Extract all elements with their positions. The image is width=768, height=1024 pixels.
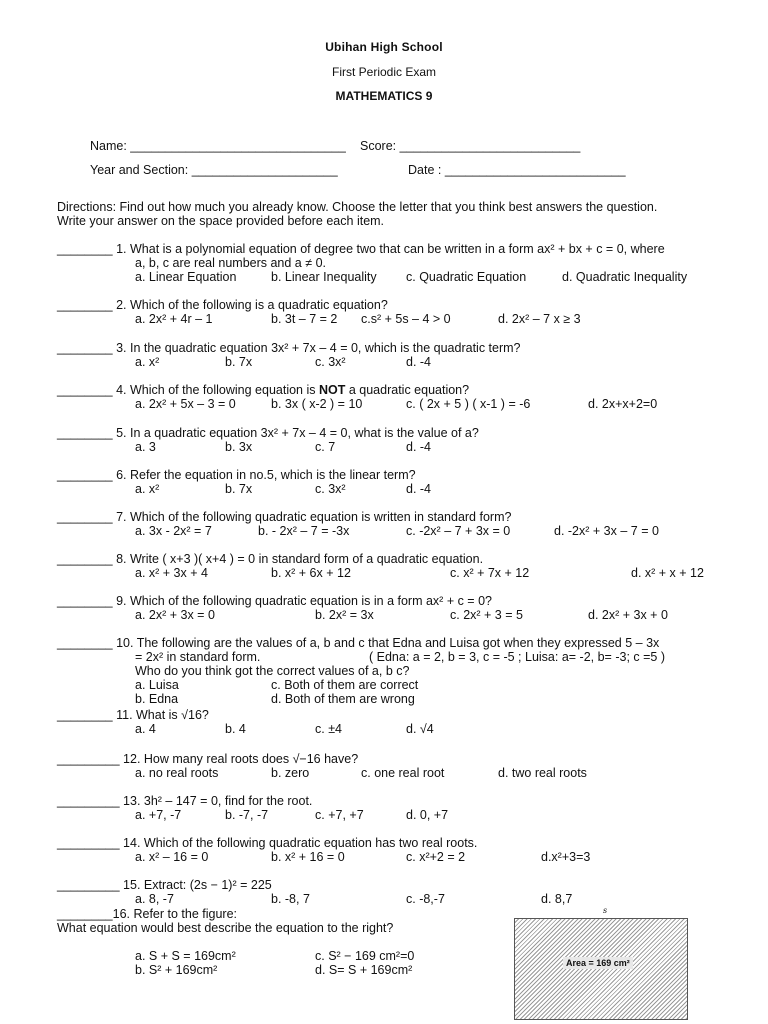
choice-d: d. 2x² + 3x + 0 (588, 608, 668, 622)
choice-c: c.s² + 5s – 4 > 0 (361, 312, 451, 326)
year-section-field[interactable]: Year and Section: _____________________ (90, 163, 338, 177)
choice-d: d. -2x² + 3x – 7 = 0 (554, 524, 659, 538)
question-5 (57, 426, 479, 454)
question-stem: = 2x² in standard form. (135, 650, 261, 664)
choice-d: d.x²+3=3 (541, 850, 591, 864)
square-side-top-label: s (603, 906, 608, 915)
question-stem: ( Edna: a = 2, b = 3, c = -5 ; Luisa: a= -2, b= -3; c =5 ) (369, 650, 666, 664)
choice-c: c. ( 2x + 5 ) ( x-1 ) = -6 (406, 397, 531, 411)
question-stem: ________ 8. Write ( x+3 )( x+4 ) = 0 in standard form of a quadratic equation. (57, 552, 484, 566)
question-stem: _________ 15. Extract: (2s − 1)² = 225 (57, 878, 272, 892)
choice-b: b. -8, 7 (271, 892, 310, 906)
choice-c: c. Quadratic Equation (406, 270, 527, 284)
choice-b: b. 3t – 7 = 2 (271, 312, 338, 326)
question-4 (57, 383, 658, 411)
choice-a: a. x² – 16 = 0 (135, 850, 209, 864)
choice-b: b. x² + 6x + 12 (271, 566, 351, 580)
question-stem: ________ 9. Which of the following quadratic equation is in a form ax² + c = 0? (57, 594, 492, 608)
question-stem: What equation would best describe the equation to the right? (57, 921, 394, 935)
choice-a: a. 2x² + 3x = 0 (135, 608, 215, 622)
choice-b: b. x² + 16 = 0 (271, 850, 345, 864)
choice-c: c. Both of them are correct (271, 678, 419, 692)
question-stem: ________ 11. What is √16? (57, 708, 209, 722)
choice-d: d. 8,7 (541, 892, 573, 906)
choice-c: c. ±4 (315, 722, 343, 736)
choice-b: b. 3x ( x-2 ) = 10 (271, 397, 363, 411)
choice-b: b. Linear Inequality (271, 270, 377, 284)
exam-title: First Periodic Exam (331, 65, 437, 79)
square-figure (514, 918, 688, 1020)
question-stem (57, 383, 469, 397)
choice-c: c. +7, +7 (315, 808, 364, 822)
question-1 (57, 242, 688, 284)
question-15 (57, 878, 573, 906)
choice-a: a. Luisa (135, 678, 179, 692)
question-9 (57, 594, 668, 622)
choice-d: d. -4 (406, 355, 432, 369)
question-stem: ________ 2. Which of the following is a quadratic equation? (57, 298, 388, 312)
question-stem: ________ 1. What is a polynomial equation of degree two that can be written in a form ax² + bx + c = 0, where (57, 242, 665, 256)
question-stem: ________ 10. The following are the values of a, b and c that Edna and Luisa got when they expressed 5 – 3x (57, 636, 660, 650)
choice-a: a. +7, -7 (135, 808, 182, 822)
choice-c: c. 3x² (315, 482, 346, 496)
question-stem: _________ 12. How many real roots does √−16 have? (57, 752, 359, 766)
choice-c: c. 3x² (315, 355, 346, 369)
choice-a: a. S + S = 169cm² (135, 949, 236, 963)
question-stem: ________ 5. In a quadratic equation 3x² + 7x – 4 = 0, what is the value of a? (57, 426, 479, 440)
question-14 (57, 836, 591, 864)
choice-d: d. -4 (406, 440, 432, 454)
choice-c: c. -2x² – 7 + 3x = 0 (406, 524, 511, 538)
score-field[interactable]: Score: __________________________ (360, 139, 581, 153)
directions-line-2: Write your answer on the space provided before each item. (57, 214, 385, 228)
choice-a: a. 4 (135, 722, 156, 736)
choice-a: a. 2x² + 4r – 1 (135, 312, 213, 326)
choice-a: a. x² + 3x + 4 (135, 566, 208, 580)
question-stem: _________ 13. 3h² – 147 = 0, find for the root. (57, 794, 313, 808)
directions-line-1: Directions: Find out how much you already know. Choose the letter that you think best answers the question. (57, 200, 658, 214)
directions (57, 200, 757, 228)
choice-d: d. Both of them are wrong (271, 692, 415, 706)
question-10 (57, 636, 666, 706)
choice-c: c. x² + 7x + 12 (450, 566, 530, 580)
subject-title: MATHEMATICS 9 (335, 89, 433, 103)
choice-b: b. Edna (135, 692, 179, 706)
question-6 (57, 468, 432, 496)
choice-a: a. no real roots (135, 766, 219, 780)
date-field[interactable]: Date : __________________________ (408, 163, 626, 177)
choice-b: b. - 2x² – 7 = -3x (258, 524, 350, 538)
choice-d: d. 2x+x+2=0 (588, 397, 658, 411)
question-stem: _________ 14. Which of the following quadratic equation has two real roots. (57, 836, 478, 850)
choice-c: c. 7 (315, 440, 336, 454)
choice-b: b. 4 (225, 722, 246, 736)
question-13 (57, 794, 449, 822)
choice-c: c. 2x² + 3 = 5 (450, 608, 523, 622)
choice-d: d. Quadratic Inequality (562, 270, 688, 284)
choice-a: a. 3 (135, 440, 156, 454)
choice-b: b. -7, -7 (225, 808, 269, 822)
choice-d: d. -4 (406, 482, 432, 496)
choice-b: b. 2x² = 3x (315, 608, 374, 622)
question-11 (57, 708, 434, 736)
choice-a: a. x² (135, 482, 160, 496)
question-7 (57, 510, 659, 538)
question-stem: ________ 3. In the quadratic equation 3x² + 7x – 4 = 0, which is the quadratic term? (57, 341, 521, 355)
question-3 (57, 341, 521, 369)
choice-d: d. 0, +7 (406, 808, 449, 822)
choice-d: d. two real roots (498, 766, 587, 780)
question-12 (57, 752, 587, 780)
choice-d: d. 2x² – 7 x ≥ 3 (498, 312, 581, 326)
question-stem: a, b, c are real numbers and a ≠ 0. (135, 256, 326, 270)
question-2 (57, 298, 581, 326)
question-16 (57, 907, 415, 977)
choice-a: a. x² (135, 355, 160, 369)
stem-text: a quadratic equation? (345, 383, 470, 397)
choice-b: b. S² + 169cm² (135, 963, 218, 977)
question-stem: Who do you think got the correct values of a, b c? (135, 664, 410, 678)
choice-c: c. -8,-7 (406, 892, 445, 906)
question-stem: ________ 7. Which of the following quadratic equation is written in standard form? (57, 510, 512, 524)
area-label: Area = 169 cm² (563, 957, 633, 969)
choice-d: d. S= S + 169cm² (315, 963, 413, 977)
name-field[interactable]: Name: _______________________________ (90, 139, 346, 153)
choice-b: b. 7x (225, 355, 253, 369)
choice-a: a. 3x - 2x² = 7 (135, 524, 212, 538)
choice-d: d. √4 (406, 722, 434, 736)
choice-b: b. 3x (225, 440, 253, 454)
stem-text: ________ 4. Which of the following equation is (57, 383, 319, 397)
choice-c: c. S² − 169 cm²=0 (315, 949, 415, 963)
choice-a: a. Linear Equation (135, 270, 237, 284)
choice-c: c. one real root (361, 766, 445, 780)
choice-a: a. 8, -7 (135, 892, 174, 906)
question-stem: ________16. Refer to the figure: (57, 907, 237, 921)
choice-a: a. 2x² + 5x – 3 = 0 (135, 397, 236, 411)
school-name: Ubihan High School (325, 40, 443, 54)
choice-b: b. zero (271, 766, 310, 780)
stem-emphasis: NOT (318, 383, 346, 397)
question-8 (57, 552, 704, 580)
choice-d: d. x² + x + 12 (631, 566, 704, 580)
choice-c: c. x²+2 = 2 (406, 850, 466, 864)
question-stem: ________ 6. Refer the equation in no.5, which is the linear term? (57, 468, 416, 482)
choice-b: b. 7x (225, 482, 253, 496)
